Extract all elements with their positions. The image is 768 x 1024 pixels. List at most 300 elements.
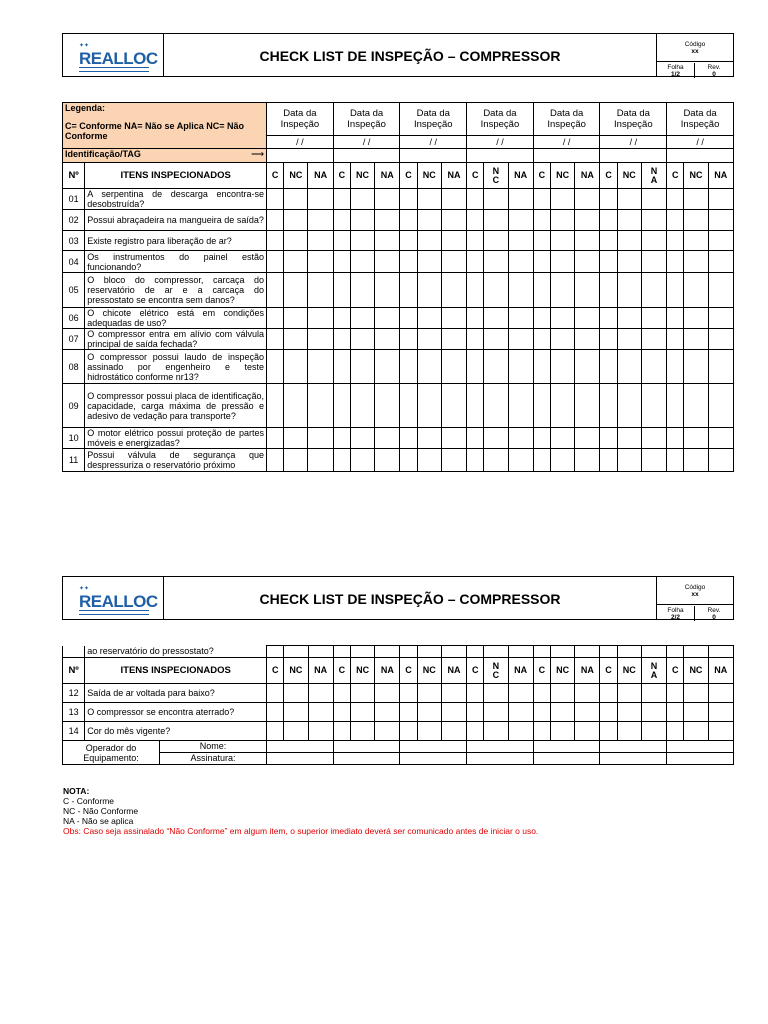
check-cell[interactable] [600, 449, 617, 472]
check-cell[interactable] [267, 449, 284, 472]
check-cell[interactable] [508, 449, 533, 472]
check-cell[interactable] [617, 273, 641, 308]
check-cell[interactable] [467, 384, 484, 428]
check-cell[interactable] [350, 428, 374, 449]
check-cell[interactable] [417, 231, 441, 251]
check-cell[interactable] [417, 350, 441, 384]
check-cell[interactable] [600, 646, 617, 658]
tag-input[interactable] [467, 149, 534, 163]
check-cell[interactable] [508, 189, 533, 210]
date-input[interactable]: / / [400, 136, 467, 149]
check-cell[interactable] [667, 189, 684, 210]
check-cell[interactable] [708, 384, 733, 428]
check-cell[interactable] [308, 384, 333, 428]
check-cell[interactable] [600, 189, 617, 210]
check-cell[interactable] [533, 384, 550, 428]
check-cell[interactable] [708, 251, 733, 273]
check-cell[interactable] [467, 308, 484, 329]
check-cell[interactable] [417, 684, 441, 703]
tag-input[interactable] [600, 149, 667, 163]
operator-signature-input[interactable] [267, 753, 334, 765]
operator-signature-input[interactable] [467, 753, 534, 765]
check-cell[interactable] [667, 384, 684, 428]
check-cell[interactable] [400, 449, 417, 472]
check-cell[interactable] [350, 273, 374, 308]
check-cell[interactable] [550, 684, 574, 703]
check-cell[interactable] [508, 428, 533, 449]
check-cell[interactable] [575, 722, 600, 741]
check-cell[interactable] [400, 722, 417, 741]
check-cell[interactable] [441, 350, 466, 384]
check-cell[interactable] [350, 722, 374, 741]
check-cell[interactable] [375, 384, 400, 428]
check-cell[interactable] [641, 646, 666, 658]
check-cell[interactable] [417, 428, 441, 449]
check-cell[interactable] [441, 384, 466, 428]
date-input[interactable]: / / [467, 136, 534, 149]
check-cell[interactable] [441, 308, 466, 329]
check-cell[interactable] [708, 231, 733, 251]
check-cell[interactable] [684, 210, 708, 231]
check-cell[interactable] [641, 210, 666, 231]
check-cell[interactable] [333, 251, 350, 273]
check-cell[interactable] [400, 703, 417, 722]
check-cell[interactable] [417, 273, 441, 308]
check-cell[interactable] [617, 350, 641, 384]
check-cell[interactable] [575, 449, 600, 472]
check-cell[interactable] [308, 329, 333, 350]
check-cell[interactable] [375, 308, 400, 329]
check-cell[interactable] [667, 428, 684, 449]
date-input[interactable]: / / [267, 136, 334, 149]
check-cell[interactable] [375, 231, 400, 251]
check-cell[interactable] [708, 273, 733, 308]
check-cell[interactable] [350, 703, 374, 722]
check-cell[interactable] [600, 684, 617, 703]
check-cell[interactable] [284, 428, 308, 449]
check-cell[interactable] [641, 273, 666, 308]
check-cell[interactable] [708, 350, 733, 384]
check-cell[interactable] [684, 384, 708, 428]
check-cell[interactable] [575, 703, 600, 722]
check-cell[interactable] [267, 646, 284, 658]
check-cell[interactable] [533, 703, 550, 722]
check-cell[interactable] [267, 684, 284, 703]
check-cell[interactable] [441, 210, 466, 231]
check-cell[interactable] [550, 703, 574, 722]
check-cell[interactable] [575, 210, 600, 231]
check-cell[interactable] [508, 251, 533, 273]
check-cell[interactable] [308, 703, 333, 722]
check-cell[interactable] [467, 703, 484, 722]
check-cell[interactable] [484, 646, 508, 658]
check-cell[interactable] [441, 703, 466, 722]
check-cell[interactable] [533, 273, 550, 308]
check-cell[interactable] [284, 449, 308, 472]
check-cell[interactable] [667, 231, 684, 251]
operator-signature-input[interactable] [600, 753, 667, 765]
check-cell[interactable] [400, 231, 417, 251]
check-cell[interactable] [375, 189, 400, 210]
check-cell[interactable] [350, 329, 374, 350]
tag-input[interactable] [267, 149, 334, 163]
check-cell[interactable] [667, 703, 684, 722]
check-cell[interactable] [484, 384, 508, 428]
check-cell[interactable] [533, 231, 550, 251]
check-cell[interactable] [400, 273, 417, 308]
check-cell[interactable] [308, 231, 333, 251]
check-cell[interactable] [441, 722, 466, 741]
check-cell[interactable] [333, 189, 350, 210]
check-cell[interactable] [375, 703, 400, 722]
check-cell[interactable] [600, 722, 617, 741]
check-cell[interactable] [350, 684, 374, 703]
check-cell[interactable] [284, 273, 308, 308]
check-cell[interactable] [667, 722, 684, 741]
check-cell[interactable] [533, 428, 550, 449]
check-cell[interactable] [484, 273, 508, 308]
check-cell[interactable] [508, 329, 533, 350]
operator-name-input[interactable] [467, 741, 534, 753]
check-cell[interactable] [484, 703, 508, 722]
check-cell[interactable] [308, 308, 333, 329]
check-cell[interactable] [600, 308, 617, 329]
check-cell[interactable] [684, 684, 708, 703]
check-cell[interactable] [441, 231, 466, 251]
check-cell[interactable] [375, 350, 400, 384]
check-cell[interactable] [441, 189, 466, 210]
check-cell[interactable] [708, 329, 733, 350]
operator-name-input[interactable] [533, 741, 600, 753]
check-cell[interactable] [350, 231, 374, 251]
check-cell[interactable] [667, 449, 684, 472]
check-cell[interactable] [400, 646, 417, 658]
check-cell[interactable] [641, 251, 666, 273]
check-cell[interactable] [667, 684, 684, 703]
check-cell[interactable] [600, 428, 617, 449]
operator-name-input[interactable] [600, 741, 667, 753]
date-input[interactable]: / / [533, 136, 600, 149]
check-cell[interactable] [508, 231, 533, 251]
check-cell[interactable] [333, 210, 350, 231]
check-cell[interactable] [484, 684, 508, 703]
check-cell[interactable] [600, 273, 617, 308]
operator-name-input[interactable] [267, 741, 334, 753]
check-cell[interactable] [267, 308, 284, 329]
check-cell[interactable] [400, 350, 417, 384]
check-cell[interactable] [417, 646, 441, 658]
check-cell[interactable] [333, 703, 350, 722]
check-cell[interactable] [417, 251, 441, 273]
check-cell[interactable] [267, 350, 284, 384]
check-cell[interactable] [484, 210, 508, 231]
check-cell[interactable] [684, 703, 708, 722]
check-cell[interactable] [350, 189, 374, 210]
check-cell[interactable] [400, 684, 417, 703]
tag-input[interactable] [400, 149, 467, 163]
check-cell[interactable] [684, 350, 708, 384]
check-cell[interactable] [641, 428, 666, 449]
check-cell[interactable] [533, 350, 550, 384]
check-cell[interactable] [350, 210, 374, 231]
check-cell[interactable] [533, 722, 550, 741]
check-cell[interactable] [641, 384, 666, 428]
check-cell[interactable] [550, 722, 574, 741]
operator-name-input[interactable] [400, 741, 467, 753]
check-cell[interactable] [667, 273, 684, 308]
check-cell[interactable] [441, 449, 466, 472]
check-cell[interactable] [641, 684, 666, 703]
check-cell[interactable] [284, 722, 308, 741]
check-cell[interactable] [308, 273, 333, 308]
check-cell[interactable] [550, 251, 574, 273]
check-cell[interactable] [508, 703, 533, 722]
check-cell[interactable] [400, 251, 417, 273]
check-cell[interactable] [308, 684, 333, 703]
check-cell[interactable] [467, 684, 484, 703]
check-cell[interactable] [575, 329, 600, 350]
check-cell[interactable] [575, 308, 600, 329]
check-cell[interactable] [308, 722, 333, 741]
check-cell[interactable] [441, 251, 466, 273]
check-cell[interactable] [350, 251, 374, 273]
check-cell[interactable] [467, 231, 484, 251]
operator-signature-input[interactable] [400, 753, 467, 765]
check-cell[interactable] [641, 308, 666, 329]
date-input[interactable]: / / [600, 136, 667, 149]
check-cell[interactable] [467, 210, 484, 231]
check-cell[interactable] [617, 703, 641, 722]
check-cell[interactable] [350, 449, 374, 472]
check-cell[interactable] [617, 646, 641, 658]
check-cell[interactable] [350, 384, 374, 428]
check-cell[interactable] [284, 384, 308, 428]
check-cell[interactable] [508, 684, 533, 703]
check-cell[interactable] [533, 308, 550, 329]
check-cell[interactable] [617, 210, 641, 231]
check-cell[interactable] [400, 428, 417, 449]
check-cell[interactable] [708, 646, 733, 658]
check-cell[interactable] [684, 449, 708, 472]
check-cell[interactable] [467, 449, 484, 472]
check-cell[interactable] [441, 646, 466, 658]
check-cell[interactable] [417, 329, 441, 350]
check-cell[interactable] [600, 703, 617, 722]
check-cell[interactable] [308, 251, 333, 273]
check-cell[interactable] [467, 273, 484, 308]
check-cell[interactable] [350, 646, 374, 658]
check-cell[interactable] [284, 231, 308, 251]
check-cell[interactable] [575, 189, 600, 210]
check-cell[interactable] [667, 308, 684, 329]
check-cell[interactable] [333, 449, 350, 472]
check-cell[interactable] [550, 189, 574, 210]
check-cell[interactable] [600, 251, 617, 273]
check-cell[interactable] [284, 350, 308, 384]
check-cell[interactable] [508, 384, 533, 428]
check-cell[interactable] [641, 350, 666, 384]
check-cell[interactable] [600, 384, 617, 428]
check-cell[interactable] [533, 684, 550, 703]
check-cell[interactable] [641, 449, 666, 472]
check-cell[interactable] [708, 308, 733, 329]
check-cell[interactable] [417, 722, 441, 741]
check-cell[interactable] [684, 329, 708, 350]
check-cell[interactable] [375, 428, 400, 449]
check-cell[interactable] [467, 251, 484, 273]
check-cell[interactable] [284, 308, 308, 329]
tag-input[interactable] [667, 149, 734, 163]
tag-input[interactable] [333, 149, 400, 163]
check-cell[interactable] [708, 703, 733, 722]
check-cell[interactable] [550, 449, 574, 472]
check-cell[interactable] [284, 684, 308, 703]
check-cell[interactable] [400, 384, 417, 428]
check-cell[interactable] [641, 329, 666, 350]
check-cell[interactable] [284, 703, 308, 722]
check-cell[interactable] [417, 703, 441, 722]
check-cell[interactable] [600, 350, 617, 384]
check-cell[interactable] [667, 210, 684, 231]
check-cell[interactable] [441, 428, 466, 449]
check-cell[interactable] [375, 210, 400, 231]
check-cell[interactable] [550, 350, 574, 384]
check-cell[interactable] [308, 646, 333, 658]
check-cell[interactable] [684, 646, 708, 658]
check-cell[interactable] [267, 273, 284, 308]
check-cell[interactable] [684, 308, 708, 329]
check-cell[interactable] [417, 449, 441, 472]
check-cell[interactable] [441, 684, 466, 703]
check-cell[interactable] [333, 722, 350, 741]
check-cell[interactable] [441, 273, 466, 308]
check-cell[interactable] [508, 350, 533, 384]
check-cell[interactable] [575, 251, 600, 273]
check-cell[interactable] [708, 684, 733, 703]
check-cell[interactable] [508, 646, 533, 658]
check-cell[interactable] [400, 210, 417, 231]
check-cell[interactable] [508, 722, 533, 741]
check-cell[interactable] [617, 722, 641, 741]
check-cell[interactable] [617, 189, 641, 210]
check-cell[interactable] [617, 384, 641, 428]
check-cell[interactable] [684, 722, 708, 741]
check-cell[interactable] [667, 329, 684, 350]
check-cell[interactable] [467, 350, 484, 384]
check-cell[interactable] [417, 189, 441, 210]
check-cell[interactable] [708, 210, 733, 231]
check-cell[interactable] [575, 231, 600, 251]
check-cell[interactable] [508, 308, 533, 329]
operator-name-input[interactable] [667, 741, 734, 753]
check-cell[interactable] [308, 449, 333, 472]
check-cell[interactable] [617, 329, 641, 350]
check-cell[interactable] [350, 350, 374, 384]
check-cell[interactable] [600, 231, 617, 251]
check-cell[interactable] [333, 329, 350, 350]
check-cell[interactable] [333, 308, 350, 329]
check-cell[interactable] [684, 189, 708, 210]
check-cell[interactable] [533, 449, 550, 472]
check-cell[interactable] [550, 329, 574, 350]
check-cell[interactable] [575, 273, 600, 308]
check-cell[interactable] [708, 428, 733, 449]
check-cell[interactable] [617, 684, 641, 703]
check-cell[interactable] [684, 251, 708, 273]
check-cell[interactable] [375, 684, 400, 703]
check-cell[interactable] [533, 189, 550, 210]
check-cell[interactable] [267, 428, 284, 449]
check-cell[interactable] [708, 722, 733, 741]
check-cell[interactable] [467, 329, 484, 350]
operator-signature-input[interactable] [533, 753, 600, 765]
check-cell[interactable] [284, 329, 308, 350]
check-cell[interactable] [417, 210, 441, 231]
date-input[interactable]: / / [333, 136, 400, 149]
check-cell[interactable] [550, 273, 574, 308]
check-cell[interactable] [400, 308, 417, 329]
check-cell[interactable] [267, 384, 284, 428]
check-cell[interactable] [267, 189, 284, 210]
check-cell[interactable] [308, 350, 333, 384]
check-cell[interactable] [575, 646, 600, 658]
check-cell[interactable] [600, 329, 617, 350]
check-cell[interactable] [575, 384, 600, 428]
check-cell[interactable] [533, 646, 550, 658]
check-cell[interactable] [333, 273, 350, 308]
check-cell[interactable] [550, 646, 574, 658]
check-cell[interactable] [375, 273, 400, 308]
check-cell[interactable] [284, 189, 308, 210]
operator-name-input[interactable] [333, 741, 400, 753]
check-cell[interactable] [333, 684, 350, 703]
check-cell[interactable] [641, 231, 666, 251]
check-cell[interactable] [308, 189, 333, 210]
check-cell[interactable] [684, 428, 708, 449]
operator-signature-input[interactable] [667, 753, 734, 765]
check-cell[interactable] [641, 703, 666, 722]
check-cell[interactable] [533, 329, 550, 350]
check-cell[interactable] [484, 449, 508, 472]
check-cell[interactable] [267, 251, 284, 273]
check-cell[interactable] [375, 449, 400, 472]
check-cell[interactable] [441, 329, 466, 350]
check-cell[interactable] [484, 308, 508, 329]
check-cell[interactable] [333, 231, 350, 251]
check-cell[interactable] [508, 210, 533, 231]
check-cell[interactable] [333, 350, 350, 384]
check-cell[interactable] [484, 722, 508, 741]
check-cell[interactable] [484, 189, 508, 210]
check-cell[interactable] [575, 350, 600, 384]
check-cell[interactable] [617, 251, 641, 273]
check-cell[interactable] [600, 210, 617, 231]
check-cell[interactable] [575, 684, 600, 703]
check-cell[interactable] [617, 231, 641, 251]
check-cell[interactable] [417, 308, 441, 329]
check-cell[interactable] [267, 329, 284, 350]
check-cell[interactable] [484, 231, 508, 251]
check-cell[interactable] [400, 189, 417, 210]
check-cell[interactable] [333, 646, 350, 658]
check-cell[interactable] [667, 646, 684, 658]
check-cell[interactable] [284, 210, 308, 231]
check-cell[interactable] [550, 231, 574, 251]
check-cell[interactable] [375, 722, 400, 741]
check-cell[interactable] [417, 384, 441, 428]
check-cell[interactable] [267, 210, 284, 231]
check-cell[interactable] [533, 210, 550, 231]
